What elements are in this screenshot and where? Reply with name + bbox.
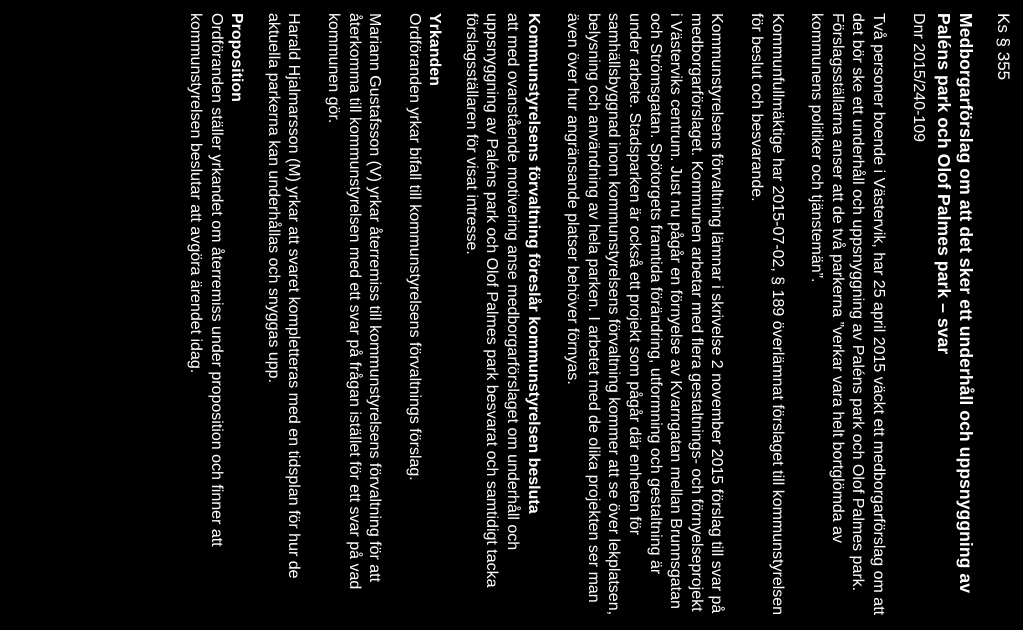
section-reference: Ks § 355 [994, 13, 1013, 81]
paragraph-administration-response: Kommunstyrelsens förvaltning lämnar i skrivelse 2 november 2015 förslag till svar på medborgarförslaget. Kommunen arbetar med flera gestaltnings- och förnyelseprojekt i Västerviks centrum. Just nu pågår en förnyelse av Kvarngatan mellan Brunnsgatan och Strömsgatan. Spötorgets framtida förändring, utformning och gestaltning är under arbete. Stadsparken är också ett projekt som pågår där enheten för samhällsbyggnad inom kommunstyrelsens förvaltning kommer att se över lekplatsen, belysning och användning av hela parken. I arbetet med de olika projekten ser man även över hur angränsande platser behöver förnyas. [564, 13, 726, 616]
proposal-heading: Kommunstyrelsens förvaltning föreslår kommunstyrelsen besluta [524, 13, 542, 514]
claims-heading: Yrkanden [426, 13, 444, 86]
claims-gustafsson: Mariann Gustafsson (V) yrkar återremiss till kommunstyrelsens förvaltning för att återkomma till kommunstyrelsen med ett svar på frågan istället för ett svar på vad kommunen gör. [324, 13, 384, 590]
proposal-text: att med ovanstående motivering anse medborgarförslaget om underhåll och uppsnyggning av Paléns park och Olof Palmes park besvarat och samtidigt tacka förslagsställaren för visat intresse. [462, 13, 522, 588]
claims-hjalmarsson: Harald Hjalmarsson (M) yrkar att svaret kompletteras med en tidsplan för hur de aktuella parkerna kan underhållas och snyggas upp. [264, 13, 303, 579]
claims-chair: Ordföranden yrkar bifall till kommunstyrelsens förvaltnings förslag. [405, 13, 423, 481]
document-title: Medborgarförslag om att det sker ett underhåll och uppsnyggning av Paléns park och Olof Palmes park – svar [934, 13, 976, 594]
proposition-text: Ordföranden ställer yrkandet om återremiss under proposition och finner att kommunstyrelsen beslutar att avgöra ärendet idag. [186, 13, 225, 547]
paragraph-referral: Kommunfullmäktige har 2015-07-02, § 189 överlämnat förslaget till kommunstyrelsen för beslut och besvarande. [748, 13, 786, 616]
paragraph-background: Två personer boende i Västervik, har 25 april 2015 väckt ett medborgarförslag om att det bör ske ett underhåll och uppsnyggning av Paléns park och Olof Palmes park. Förslagsställarna anser att de två parkerna ”verkar vara helt bortglömda av kommunens politiker och tjänstemän”. [808, 13, 887, 616]
proposition-heading: Proposition [228, 13, 246, 102]
registration-number: Dnr 2015/240-109 [910, 13, 927, 142]
